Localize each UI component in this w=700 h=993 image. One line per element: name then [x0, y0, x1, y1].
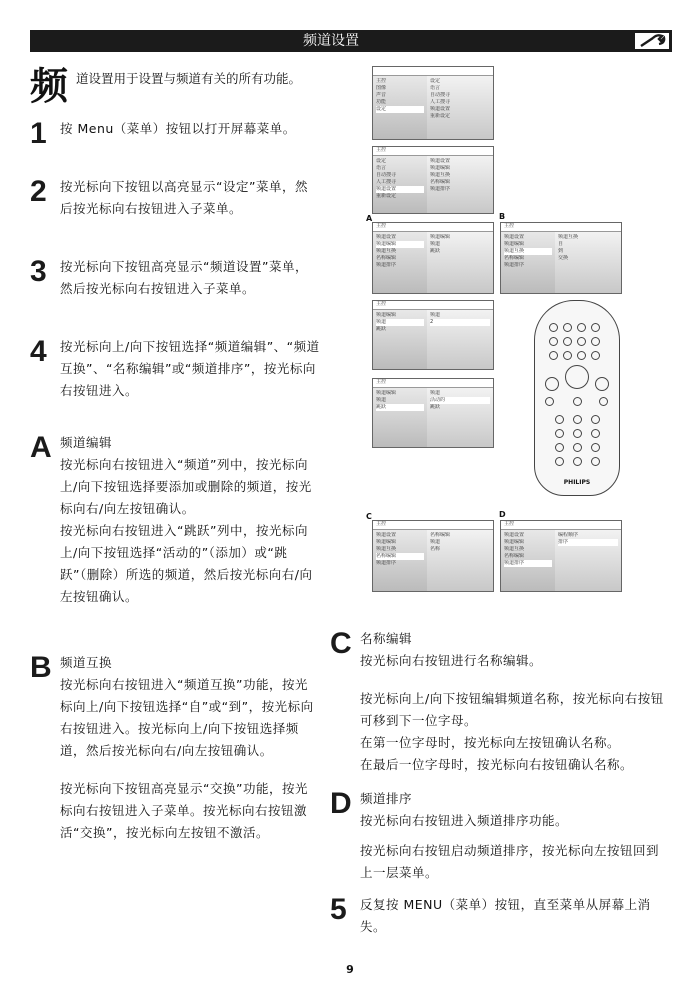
step-text: 按 Menu（菜单）按钮以打开屏幕菜单。 — [60, 121, 296, 136]
figure-label-b: B — [499, 212, 506, 221]
power-button-icon — [549, 323, 558, 332]
step-text: 按光标向下按钮以高亮显示“设定”菜单，然后按光标向右按钮进入子菜单。 — [60, 179, 308, 216]
section-paragraph: 在最后一位字母时，按光标向右按钮确认名称。 — [360, 757, 634, 772]
section-letter: A — [30, 431, 52, 464]
section-paragraph: 按光标向右按钮进入“跳跃”列中，按光标向上/向下按钮选择“活动的”（添加）或“跳跃”（删除）所选的频道，然后按光标向右/向左按钮确认。 — [60, 523, 313, 604]
section-title: 名称编辑 — [360, 631, 413, 646]
step-number: 4 — [30, 335, 47, 368]
section-paragraph: 按光标向右按钮进入频道排序功能。 — [360, 813, 569, 828]
section-d — [330, 788, 670, 884]
menu-screen-a-skip: 主控 频道编辑 频道 跳跃 频道 活动的 跳跃 — [372, 378, 494, 448]
header-bar — [30, 30, 672, 52]
navigation-pad-icon — [565, 365, 589, 389]
section-paragraph: 按光标向右按钮进行名称编辑。 — [360, 653, 543, 668]
step-4 — [30, 336, 320, 402]
menu-screen-a-channel: 主控 频道编辑 频道 跳跃 频道 2 — [372, 300, 494, 370]
menu-screen-a: 主控 频道设置 频道编辑 频道互换 名称编辑 频道排序 频道编辑 频道 跳跃 — [372, 222, 494, 294]
step-number: 3 — [30, 255, 47, 288]
step-2 — [30, 176, 320, 220]
section-letter: C — [330, 627, 352, 660]
section-c — [330, 628, 670, 776]
page-number: 9 — [346, 963, 354, 976]
page-title: 频道设置 — [303, 33, 359, 49]
step-number: 2 — [30, 175, 47, 208]
figure-label-d: D — [499, 510, 506, 519]
remote-brand: PHILIPS — [563, 479, 591, 486]
section-letter: D — [330, 787, 352, 820]
section-paragraph: 按光标向下按钮高亮显示“交换”功能，按光标向右按钮进入子菜单。按光标向右按钮激活“交换”，按光标向左按钮不激活。 — [60, 781, 308, 840]
intro-dropcap: 频 — [30, 63, 69, 108]
section-title: 频道编辑 — [60, 435, 113, 450]
step-1 — [30, 117, 320, 150]
section-a — [30, 432, 320, 608]
menu-screen-d: 主控 频道设置 频道编辑 频道互换 名称编辑 频道排序 编程顺序 排序 — [500, 520, 622, 592]
menu-screen-b: 主控 频道设置 频道编辑 频道互换 名称编辑 频道排序 频道互换 自 到 交换 — [500, 222, 622, 294]
section-paragraph: 按光标向右按钮进入“频道”列中，按光标向上/向下按钮选择要添加或删除的频道，按光标向右/向左按钮确认。 — [60, 457, 312, 516]
section-paragraph: 按光标向右按钮启动频道排序，按光标向左按钮回到上一层菜单。 — [360, 843, 660, 880]
step-3 — [30, 256, 320, 300]
step-text: 按光标向下按钮高亮显示“频道设置”菜单，然后按光标向右按钮进入子菜单。 — [60, 259, 308, 296]
section-title: 频道互换 — [60, 655, 113, 670]
section-paragraph: 按光标向右按钮进入“频道互换”功能，按光标向上/向下按钮选择“自”或“到”，按光标向右按钮进入。按光标向上/向下按钮选择频道，然后按光标向右/向左按钮确认。 — [60, 677, 314, 758]
step-number: 1 — [30, 117, 47, 150]
section-paragraph: 按光标向上/向下按钮编辑频道名称，按光标向右按钮可移到下一位字母。 — [360, 691, 664, 728]
remote-control-illustration — [534, 300, 620, 496]
section-title: 频道排序 — [360, 791, 413, 806]
tools-icon — [634, 32, 670, 50]
figure-label-a: A — [366, 214, 373, 223]
step-text: 反复按 MENU（菜单）按钮，直至菜单从屏幕上消失。 — [360, 897, 651, 934]
menu-screen-settings: 主控 设定 语言 自动搜寻 人工搜寻 频道设置 重新设定 频道设置 频道编辑 频道互换 名称编辑 频道排序 — [372, 146, 494, 214]
menu-screen-main: 主控 图像 声音 功能 设定 设定 语言 自动搜寻 人工搜寻 频道设置 重新设定 — [372, 66, 494, 140]
intro-text: 道设置用于设置与频道有关的所有功能。 — [76, 71, 302, 86]
section-b — [30, 652, 320, 844]
menu-screen-c: 主控 频道设置 频道编辑 频道互换 名称编辑 频道排序 名称编辑 频道 名称 — [372, 520, 494, 592]
step-5 — [330, 894, 670, 938]
figure-label-c: C — [366, 512, 372, 521]
section-letter: B — [30, 651, 52, 684]
step-number: 5 — [330, 893, 347, 926]
step-text: 按光标向上/向下按钮选择“频道编辑”、“频道互换”、“名称编辑”或“频道排序”，按光标向右按钮进入。 — [60, 339, 320, 398]
section-paragraph: 在第一位字母时，按光标向左按钮确认名称。 — [360, 735, 621, 750]
